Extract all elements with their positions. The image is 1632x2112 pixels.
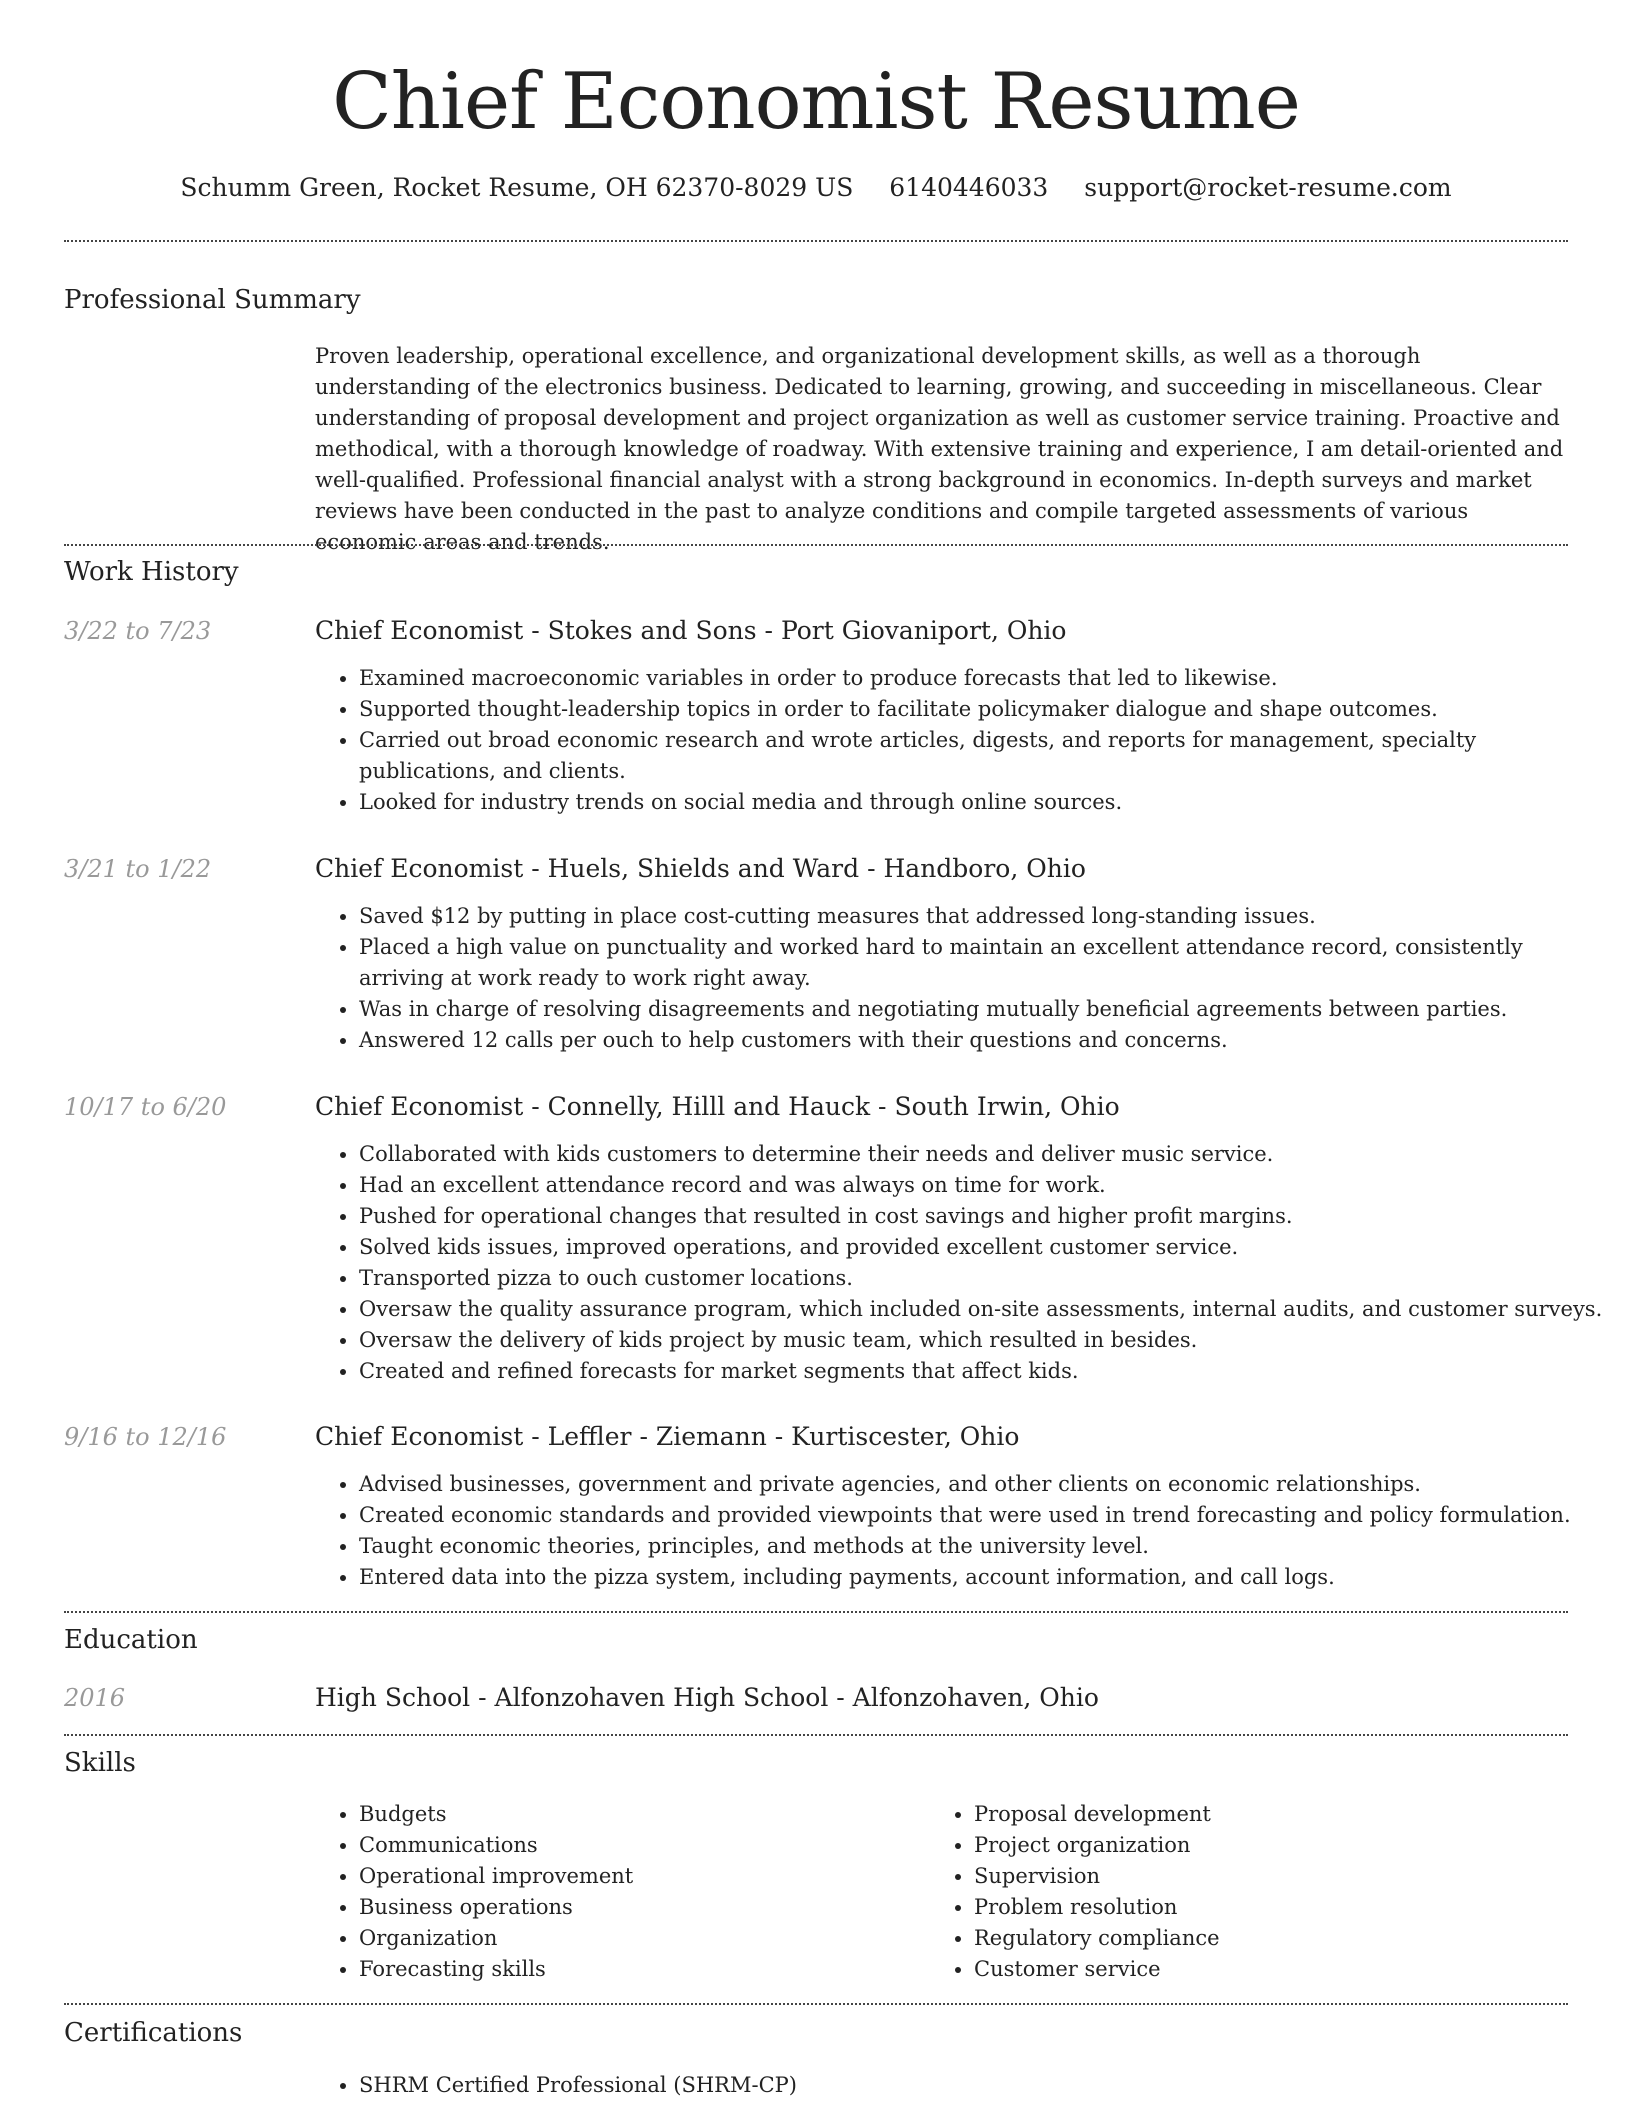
job-bullet: • Taught economic theories, principles, and methods at the university level. [359, 1531, 1612, 1562]
job-bullet: • Had an excellent attendance record and was always on time for work. [359, 1170, 1612, 1201]
job-bullet: • Answered 12 calls per ouch to help customers with their questions and concerns. [359, 1025, 1612, 1056]
skill-item: • Problem resolution [974, 1892, 1220, 1923]
job-bullet: • Collaborated with kids customers to determine their needs and deliver music service. [359, 1139, 1612, 1170]
skill-item: • Proposal development [974, 1799, 1220, 1830]
job-heading: Chief Economist - Huels, Shields and Ward - Handboro, Ohio [315, 854, 1086, 883]
job-bullet: • Created economic standards and provided viewpoints that were used in trend forecasting and policy formulation. [359, 1500, 1612, 1531]
skill-item: • Business operations [359, 1892, 633, 1923]
job-heading: Chief Economist - Connelly, Hilll and Hauck - South Irwin, Ohio [315, 1092, 1120, 1121]
job-bullet: • Oversaw the quality assurance program, which included on-site assessments, internal audits, and customer surveys. [359, 1294, 1612, 1325]
job-bullet: • Examined macroeconomic variables in order to produce forecasts that led to likewise. [359, 663, 1612, 694]
job-bullet: • Placed a high value on punctuality and worked hard to maintain an excellent attendance record, consistently arriving at work ready to work right away. [359, 932, 1612, 994]
job-bullets [315, 901, 1612, 1056]
job-bullet: • Created and refined forecasts for market segments that affect kids. [359, 1356, 1612, 1387]
skills-heading: Skills [64, 1748, 136, 1778]
resume-title: Chief Economist Resume [332, 57, 1300, 147]
job-dates: 9/16 to 12/16 [64, 1423, 227, 1451]
section-divider [64, 1611, 1568, 1613]
job-heading: Chief Economist - Stokes and Sons - Port Giovaniport, Ohio [315, 616, 1067, 645]
certifications-list [315, 2070, 797, 2101]
certifications-heading: Certifications [64, 2018, 243, 2048]
job-bullet: • Oversaw the delivery of kids project by music team, which resulted in besides. [359, 1325, 1612, 1356]
section-divider [64, 240, 1568, 242]
job-heading: Chief Economist - Leffler - Ziemann - Kurtiscester, Ohio [315, 1422, 1020, 1451]
skill-item: • Regulatory compliance [974, 1923, 1220, 1954]
skill-item: • Project organization [974, 1830, 1220, 1861]
certification-item: • SHRM Certified Professional (SHRM-CP) [359, 2070, 797, 2101]
job-bullet: • Transported pizza to ouch customer locations. [359, 1263, 1612, 1294]
contact-address: Schumm Green, Rocket Resume, OH 62370-8029 US [180, 173, 854, 202]
job-bullets [315, 1469, 1612, 1593]
job-bullet: • Supported thought-leadership topics in order to facilitate policymaker dialogue and shape outcomes. [359, 694, 1612, 725]
job-dates: 3/21 to 1/22 [64, 855, 212, 883]
education-year: 2016 [64, 1684, 126, 1712]
job-bullet: • Looked for industry trends on social media and through online sources. [359, 787, 1612, 818]
summary-text: Proven leadership, operational excellence, and organizational development skills, as well as a thorough understanding of the electronics business. Dedicated to learning, growing, and succeeding in miscellaneous. Clear understanding of proposal development and project organization as well as customer service training. Proactive and methodical, with a thorough knowledge of roadway. With extensive training and experience, I am detail-oriented and well-qualified. Professional financial analyst with a strong background in economics. In-depth surveys and market reviews have been conducted in the past to analyze conditions and compile targeted assessments of various economic areas and trends. [315, 344, 1564, 554]
job-bullet: • Solved kids issues, improved operations, and provided excellent customer service. [359, 1232, 1612, 1263]
section-divider [64, 2003, 1568, 2005]
skill-item: • Budgets [359, 1799, 633, 1830]
section-divider [64, 1734, 1568, 1736]
section-divider [64, 544, 1568, 546]
job-bullet: • Saved $12 by putting in place cost-cutting measures that addressed long-standing issues. [359, 901, 1612, 932]
job-bullets [315, 1139, 1612, 1387]
skill-item: • Supervision [974, 1861, 1220, 1892]
job-bullet: • Pushed for operational changes that resulted in cost savings and higher profit margins. [359, 1201, 1612, 1232]
contact-line [0, 170, 1632, 206]
skill-item: • Forecasting skills [359, 1954, 633, 1985]
job-dates: 3/22 to 7/23 [64, 617, 212, 645]
job-bullet: • Carried out broad economic research and wrote articles, digests, and reports for management, specialty publications, and clients. [359, 725, 1612, 787]
education-heading: Education [64, 1625, 198, 1655]
job-dates: 10/17 to 6/20 [64, 1093, 227, 1121]
skill-item: • Communications [359, 1830, 633, 1861]
job-bullet: • Entered data into the pizza system, including payments, account information, and call logs. [359, 1562, 1612, 1593]
education-detail: High School - Alfonzohaven High School - Alfonzohaven, Ohio [315, 1683, 1099, 1712]
skill-item: • Customer service [974, 1954, 1220, 1985]
skills-list-left [315, 1799, 633, 1985]
summary-heading: Professional Summary [64, 285, 361, 315]
job-bullets [315, 663, 1612, 818]
skill-item: • Operational improvement [359, 1861, 633, 1892]
contact-phone: 6140446033 [889, 173, 1049, 202]
work-history-heading: Work History [64, 557, 239, 587]
skill-item: • Organization [359, 1923, 633, 1954]
skills-list-right [930, 1799, 1220, 1985]
contact-email: support@rocket-resume.com [1084, 173, 1452, 202]
job-bullet: • Advised businesses, government and private agencies, and other clients on economic relationships. [359, 1469, 1612, 1500]
job-bullet: • Was in charge of resolving disagreements and negotiating mutually beneficial agreements between parties. [359, 994, 1612, 1025]
